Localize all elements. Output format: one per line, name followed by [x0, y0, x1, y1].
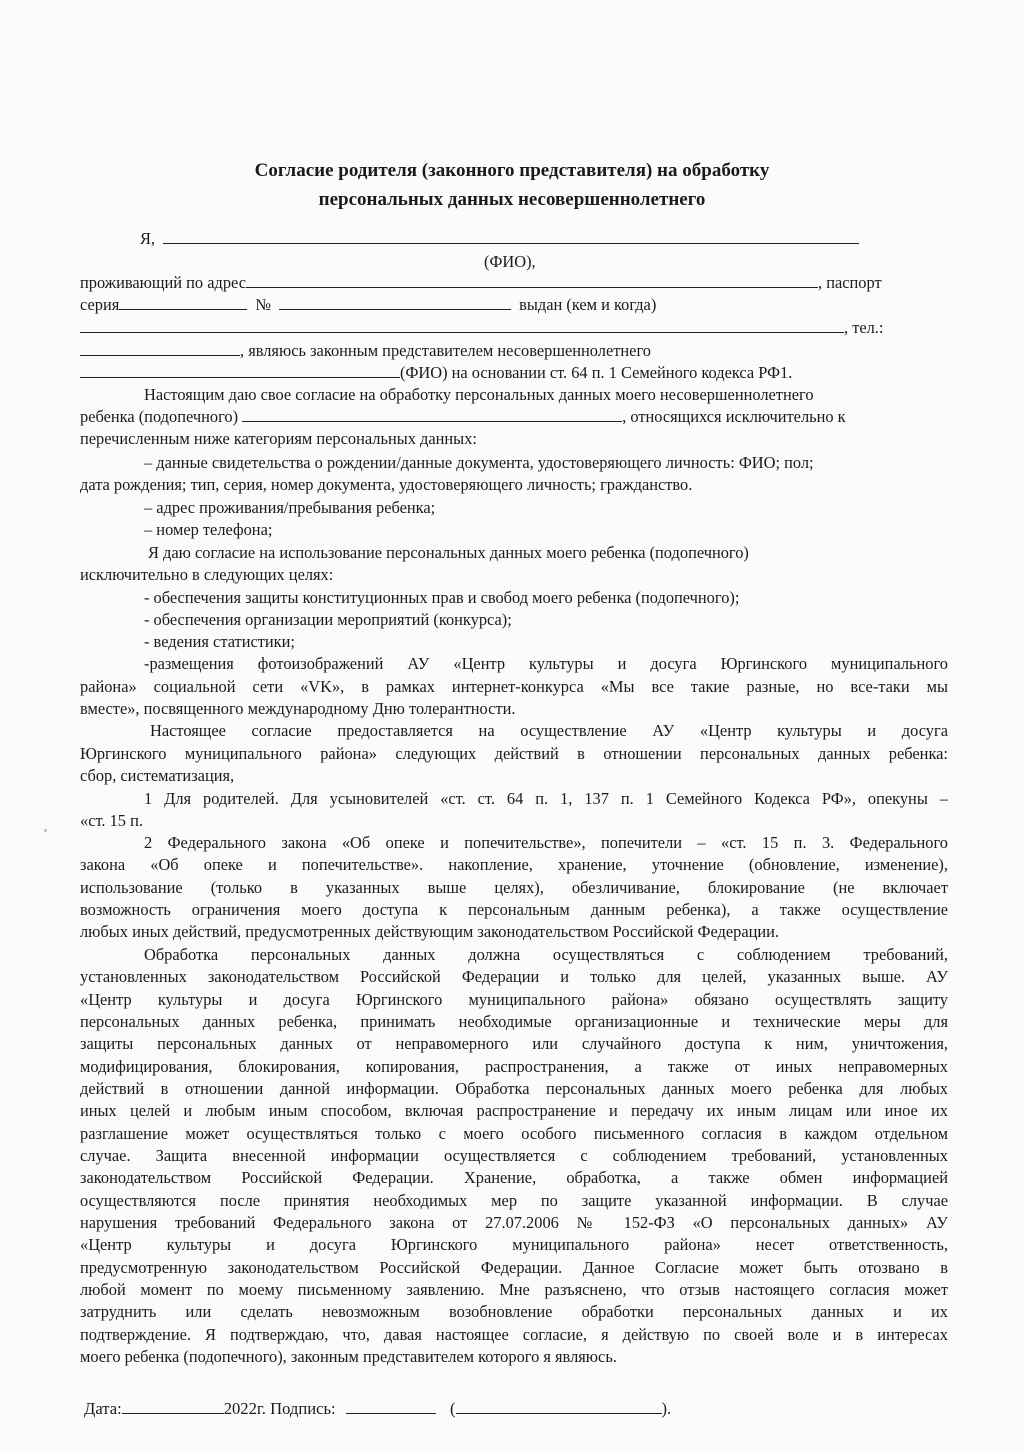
main-line-7: действий в отношении данной информации. Обработка персональных данных моего ребенка для любых — [80, 1079, 948, 1098]
child-name-input-line[interactable] — [242, 406, 622, 422]
main-line-9: разглашение может осуществляться только с моего особого письменного согласия в каждом отдельном — [80, 1124, 948, 1143]
issued-label: выдан (кем и когда) — [519, 295, 657, 314]
main-line-3: «Центр культуры и досуга Юргинского муниципального района» обязано осуществлять защиту — [80, 990, 948, 1009]
issued-input-line[interactable] — [80, 317, 844, 333]
signature-row — [84, 1398, 671, 1420]
close-paren: ). — [661, 1399, 672, 1418]
p3-line-2: Юргинского муниципального района» следующих действий в отношении персональных данных ребенка: — [80, 744, 948, 763]
title-line-1: Согласие родителя (законного представителя) на обработку — [254, 160, 770, 181]
signature-name-input-line[interactable] — [456, 1398, 662, 1414]
address-label: проживающий по адрес — [80, 273, 246, 292]
footnote-2-line-5: любых иных действий, предусмотренных действующим законодательством Российской Федерации. — [80, 922, 780, 941]
year-signature-label: 2022г. Подпись: — [223, 1399, 336, 1418]
issued-row — [80, 317, 883, 339]
p1-line-3: перечисленным ниже категориям персональных данных: — [80, 429, 477, 448]
main-line-19: моего ребенка (подопечного), законным представителем которого я являюсь. — [80, 1347, 617, 1366]
p1-child-label: ребенка (подопечного) — [80, 407, 239, 426]
date-input-line[interactable] — [122, 1398, 224, 1414]
main-line-11: законодательством Российской Федерации. Хранение, обработка, а также обмен информацией — [80, 1168, 948, 1187]
document-title — [80, 156, 944, 214]
category-3: – номер телефона; — [144, 520, 273, 539]
main-line-17: затруднить или сделать невозможным возобновление обработки персональных данных и их — [80, 1302, 948, 1321]
goal-4-line-3: вместе», посвященного международному Дню толерантности. — [80, 699, 516, 718]
date-label: Дата: — [84, 1399, 122, 1418]
category-1-line-1: – данные свидетельства о рождении/данные документа, удостоверяющего личность: ФИО; пол; — [144, 453, 814, 472]
open-paren: ( — [449, 1399, 456, 1418]
p1-line-1: Настоящим даю свое согласие на обработку персональных данных моего несовершеннолетнего — [144, 385, 814, 404]
p1-child-suffix: , относящихся исключительно к — [622, 407, 846, 426]
footnote-2-line-4: возможность ограничения моего доступа к персональным данным ребенка), а также осуществление — [80, 900, 948, 919]
passport-row — [80, 294, 656, 316]
main-line-2: установленных законодательством Российской Федерации и только для целей, указанных выше. АУ — [80, 967, 948, 986]
basis-text: (ФИО) на основании ст. 64 п. 1 Семейного кодекса РФ1. — [400, 363, 793, 382]
legal-rep-text: , являюсь законным представителем несовершеннолетнего — [240, 341, 651, 360]
footnote-1-line-1: 1 Для родителей. Для усыновителей «ст. ст. 64 п. 1, 137 п. 1 Семейного Кодекса РФ», опекуны – — [144, 789, 948, 808]
category-2: – адрес проживания/пребывания ребенка; — [144, 498, 436, 517]
phone-input-line[interactable] — [80, 340, 240, 356]
p1-line-2 — [80, 406, 846, 428]
main-line-14: «Центр культуры и досуга Юргинского муниципального района» несет ответственность, — [80, 1235, 948, 1254]
phone-row — [80, 340, 651, 362]
main-line-5: защиты персональных данных от неправомерного или случайного доступа к ним, уничтожения, — [80, 1034, 948, 1053]
goal-4-line-2: района» социальной сети «VK», в рамках интернет-конкурса «Мы все такие разные, но все-таки мы — [80, 677, 948, 696]
p3-line-3: сбор, систематизация, — [80, 766, 235, 785]
child-row — [80, 362, 792, 384]
main-line-18: подтверждение. Я подтверждаю, что, давая настоящее согласие, я действую по своей воле и в интересах — [80, 1325, 948, 1344]
goal-2: - обеспечения организации мероприятий (конкурса); — [144, 610, 512, 629]
main-line-6: модифицирования, блокирования, копирования, распространения, а также от иных неправомерных — [80, 1057, 948, 1076]
main-line-8: иных целей и любым иным способом, включая распространение и передачу их иным лицам или иное их — [80, 1101, 948, 1120]
main-line-12: осуществляются после принятия необходимых мер по защите указанной информации. В случае — [80, 1191, 948, 1210]
fio-caption: (ФИО), — [484, 252, 536, 271]
p3-line-1: Настоящее согласие предоставляется на осуществление АУ «Центр культуры и досуга — [150, 721, 948, 740]
series-input-line[interactable] — [119, 294, 247, 310]
passport-label: , паспорт — [818, 273, 882, 292]
goal-4-line-1: -размещения фотоизображений АУ «Центр культуры и досуга Юргинского муниципального — [144, 654, 948, 673]
main-line-16: любой момент по моему письменному заявлению. Мне разъяснено, что отзыв настоящего согласия может — [80, 1280, 948, 1299]
number-input-line[interactable] — [279, 294, 511, 310]
fio-row — [140, 228, 859, 250]
p2-line-2: исключительно в следующих целях: — [80, 565, 334, 584]
main-line-15: предусмотренную законодательством Российской Федерации. Данное Согласие может быть отозвано в — [80, 1258, 948, 1277]
footnote-2-line-1: 2 Федерального закона «Об опеке и попечительстве», попечители – «ст. 15 п. 3. Федерального — [144, 833, 948, 852]
address-row — [80, 272, 882, 294]
footnote-2-line-3: использование (только в указанных выше целях), обезличивание, блокирование (не включает — [80, 878, 948, 897]
footnote-2-line-2: закона «Об опеке и попечительстве». накопление, хранение, уточнение (обновление, изменение), — [80, 855, 948, 874]
signature-input-line[interactable] — [346, 1398, 436, 1414]
goal-3: - ведения статистики; — [144, 632, 295, 651]
main-line-1: Обработка персональных данных должна осуществляться с соблюдением требований, — [144, 945, 948, 964]
main-line-10: случае. Защита внесенной информации осуществляется с соблюдением требований, установленных — [80, 1146, 948, 1165]
p2-line-1: Я даю согласие на использование персональных данных моего ребенка (подопечного) — [148, 543, 749, 562]
goal-1: - обеспечения защиты конституционных прав и свобод моего ребенка (подопечного); — [144, 588, 740, 607]
phone-label: , тел.: — [844, 318, 884, 337]
title-line-2: персональных данных несовершеннолетнего — [318, 189, 706, 210]
main-line-4: персональных данных ребенка, принимать необходимые организационные и технические меры для — [80, 1012, 948, 1031]
main-line-13: нарушения требований Федерального закона от 27.07.2006 № 152-ФЗ «О персональных данных» АУ — [80, 1213, 948, 1232]
scan-speck — [44, 829, 47, 832]
i-label: Я, — [140, 229, 156, 248]
footnote-1-line-2: «ст. 15 п. — [80, 811, 143, 830]
series-label: серия — [80, 295, 120, 314]
child-fio-input-line[interactable] — [80, 362, 400, 378]
number-label: № — [255, 295, 272, 314]
address-input-line[interactable] — [246, 272, 818, 288]
fio-input-line[interactable] — [163, 228, 859, 244]
category-1-line-2: дата рождения; тип, серия, номер документа, удостоверяющего личность; гражданство. — [80, 475, 693, 494]
